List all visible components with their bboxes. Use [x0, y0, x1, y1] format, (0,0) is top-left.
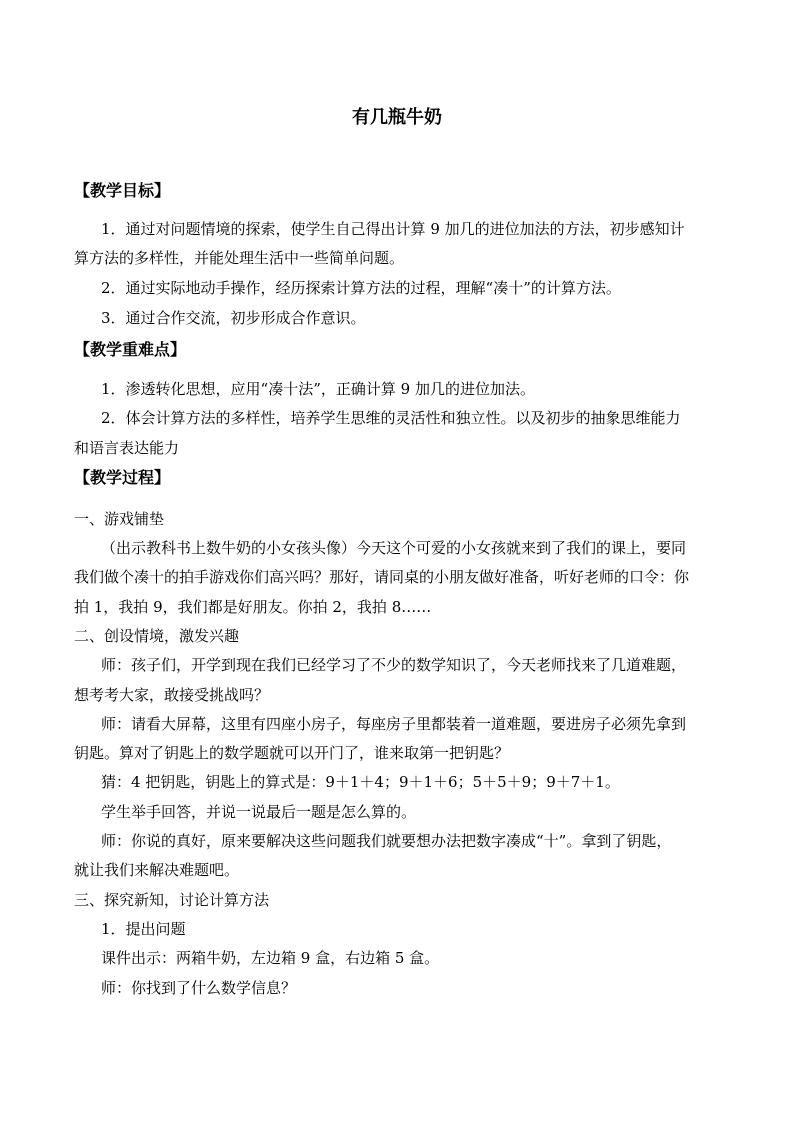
process-paragraph-line: 就让我们来解决难题吧。	[74, 861, 240, 879]
process-paragraph-line: 想考考大家，敢接受挑战吗？	[74, 686, 270, 704]
process-paragraph-line: 师：你说的真好，原来要解决这些问题我们就要想办法把数字凑成“十”。拿到了钥匙，	[101, 832, 672, 850]
process-paragraph-line: 我们做个凑十的拍手游戏你们高兴吗？那好，请同桌的小朋友做好准备，听好老师的口令：你	[74, 568, 690, 586]
goal-2: 2．通过实际地动手操作，经历探索计算方法的过程，理解“凑十”的计算方法。	[101, 279, 621, 297]
section-title-3: 三、探究新知，讨论计算方法	[74, 891, 270, 909]
process-paragraph-line: 猜：4 把钥匙，钥匙上的算式是：9＋1＋4；9＋1＋6；5＋5＋9；9＋7＋1。	[101, 773, 620, 791]
process-paragraph-line: 课件出示：两箱牛奶，左边箱 9 盒，右边箱 5 盒。	[101, 949, 440, 967]
section-title-1: 一、游戏铺垫	[74, 510, 165, 528]
goal-1-line-1: 1．通过对问题情境的探索，使学生自己得出计算 9 加几的进位加法的方法，初步感知计	[101, 220, 685, 238]
document-title: 有几瓶牛奶	[352, 107, 442, 128]
heading-teaching-goals: 【教学目标】	[74, 181, 171, 200]
goal-3: 3．通过合作交流，初步形成合作意识。	[101, 309, 366, 327]
process-paragraph-line: 学生举手回答，并说一说最后一题是怎么算的。	[101, 803, 417, 821]
subsection-title: 1．提出问题	[101, 920, 186, 938]
section-title-2: 二、创设情境，激发兴趣	[74, 627, 240, 645]
process-paragraph-line: （出示教科书上数牛奶的小女孩头像）今天这个可爱的小女孩就来到了我们的课上，要同	[101, 539, 687, 557]
heading-teaching-process: 【教学过程】	[74, 468, 171, 487]
keypoint-2-line-1: 2．体会计算方法的多样性，培养学生思维的灵活性和独立性。以及初步的抽象思维能力	[101, 409, 681, 427]
keypoint-1: 1．渗透转化思想，应用“凑十法”，正确计算 9 加几的进位加法。	[101, 380, 535, 398]
process-paragraph-line: 师：孩子们，开学到现在我们已经学习了不少的数学知识了，今天老师找来了几道难题，	[101, 656, 687, 674]
process-paragraph-line: 钥匙。算对了钥匙上的数学题就可以开门了，谁来取第一把钥匙？	[74, 744, 510, 762]
process-paragraph-line: 拍 1，我拍 9，我们都是好朋友。你拍 2，我拍 8……	[74, 598, 432, 616]
heading-key-points: 【教学重难点】	[74, 340, 187, 359]
process-paragraph-line: 师：你找到了什么数学信息？	[101, 979, 297, 997]
keypoint-2-line-2: 和语言表达能力	[74, 439, 180, 457]
goal-1-line-2: 算方法的多样性，并能处理生活中一些简单问题。	[74, 249, 405, 267]
process-paragraph-line: 师：请看大屏幕，这里有四座小房子，每座房子里都装着一道难题，要进房子必须先拿到	[101, 715, 687, 733]
